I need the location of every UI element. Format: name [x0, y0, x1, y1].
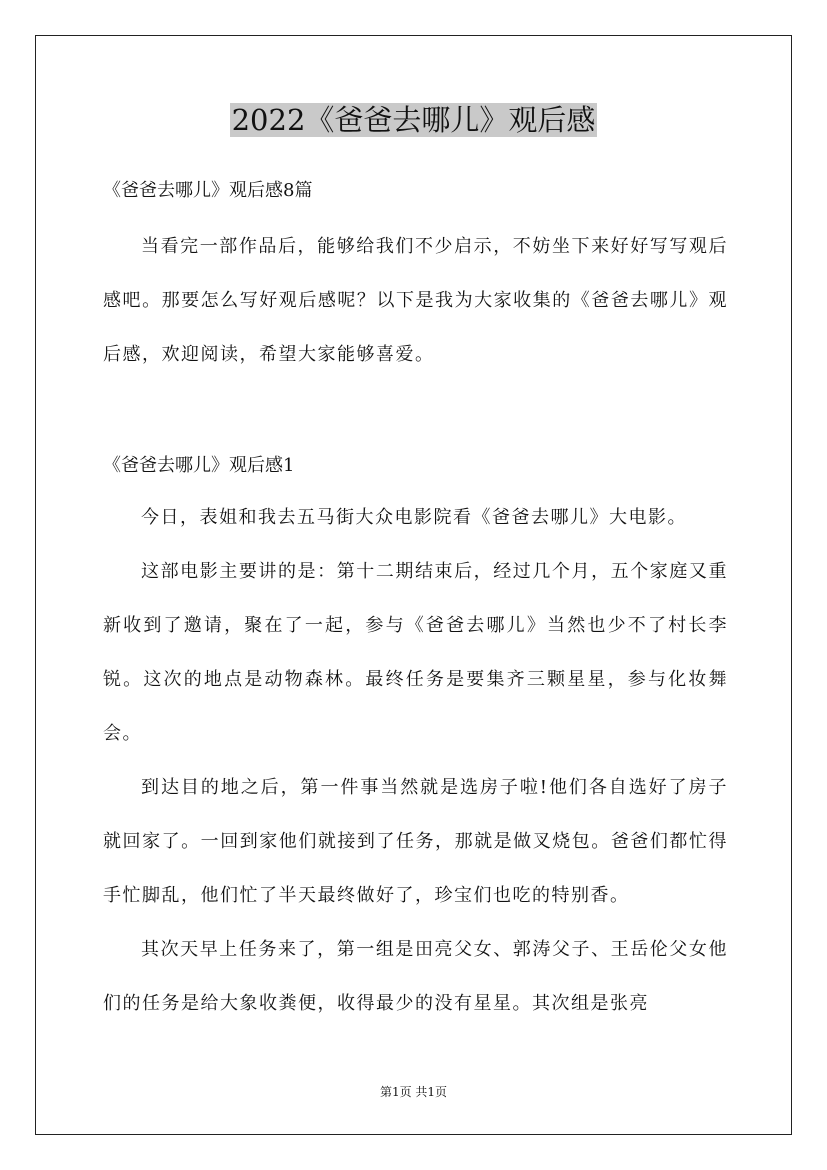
document-title	[0, 98, 827, 142]
document-subtitle: 《爸爸去哪儿》观后感8篇	[103, 180, 313, 201]
page-footer: 第1页 共1页	[379, 1085, 448, 1099]
body-paragraph-3: 到达目的地之后，第一件事当然就是选房子啦!他们各自选好了房子就回家了。一回到家他们就接到了任务，那就是做叉烧包。爸爸们都忙得手忙脚乱，他们忙了半天最终做好了，珍宝们也吃的特别香。	[103, 777, 728, 906]
document-title-text: 2022《爸爸去哪儿》观后感	[231, 103, 596, 137]
body-paragraph-2: 这部电影主要讲的是：第十二期结束后，经过几个月，五个家庭又重新收到了邀请，聚在了一起，参与《爸爸去哪儿》当然也少不了村长李锐。这次的地点是动物森林。最终任务是要集齐三颗星星，参与化妆舞会。	[103, 561, 728, 744]
intro-paragraph: 当看完一部作品后，能够给我们不少启示，不妨坐下来好好写写观后感吧。那要怎么写好观后感呢？以下是我为大家收集的《爸爸去哪儿》观后感，欢迎阅读，希望大家能够喜爱。	[103, 236, 728, 365]
body-paragraph-1: 今日，表姐和我去五马街大众电影院看《爸爸去哪儿》大电影。	[141, 507, 687, 528]
section-heading: 《爸爸去哪儿》观后感1	[103, 455, 295, 476]
body-paragraph-4: 其次天早上任务来了，第一组是田亮父女、郭涛父子、王岳伦父女他们的任务是给大象收粪便，收得最少的没有星星。其次组是张亮	[103, 939, 728, 1014]
